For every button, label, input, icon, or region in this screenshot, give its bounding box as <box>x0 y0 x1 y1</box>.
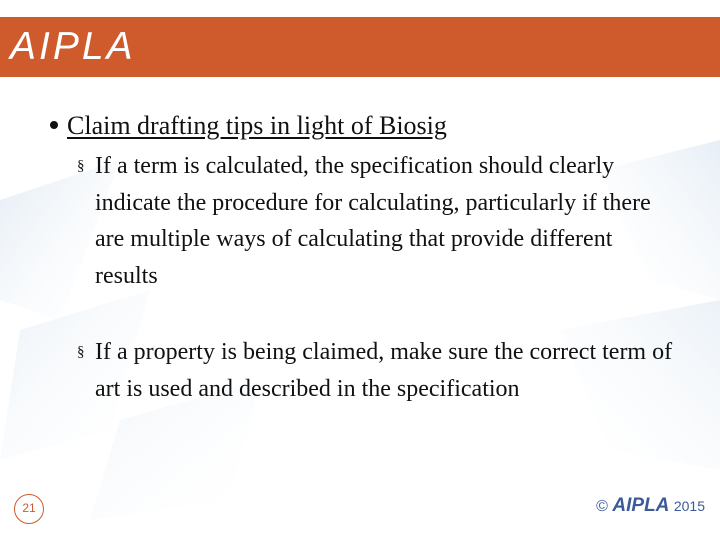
section-marker-icon: § <box>77 158 85 174</box>
footer-org: AIPLA <box>612 495 670 516</box>
aipla-logo: AIPLA <box>10 25 136 68</box>
slide-heading: Claim drafting tips in light of Biosig <box>67 111 447 140</box>
sub-bullet-text: If a term is calculated, the specification should clearly indicate the procedure for calculating, particularly if there are multiple ways of calculating that provide different results <box>95 153 651 289</box>
sub-bullet-text: If a property is being claimed, make sure the correct term of art is used and described in the specification <box>95 339 673 402</box>
section-marker-icon: § <box>77 344 85 360</box>
footer-copyright <box>596 495 705 517</box>
page-number: 21 <box>14 494 44 524</box>
bullet-dot-icon <box>50 121 58 129</box>
footer-year: 2015 <box>673 498 705 514</box>
main-bullet <box>50 111 447 141</box>
copyright-symbol: © <box>596 498 608 515</box>
sub-bullet <box>77 334 675 407</box>
sub-bullet <box>77 148 675 294</box>
